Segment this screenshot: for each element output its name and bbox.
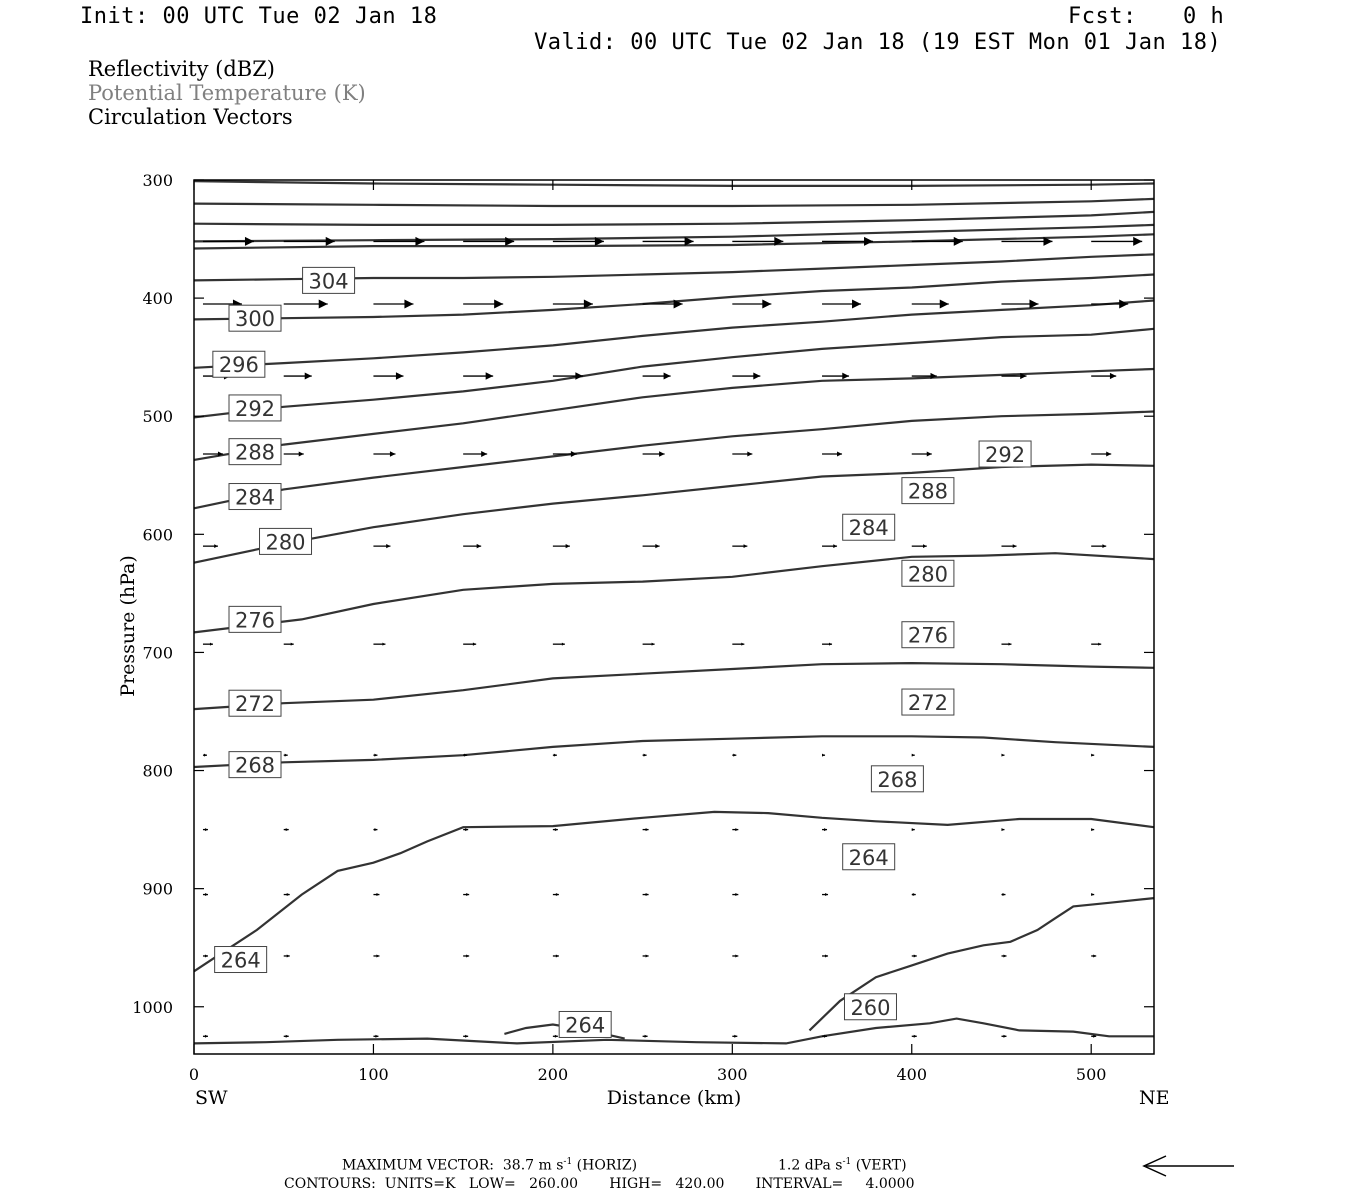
wind-vector xyxy=(203,954,208,957)
wind-vector xyxy=(284,1035,289,1038)
wind-vector xyxy=(463,372,493,380)
contour-label xyxy=(902,689,954,715)
svg-text:292: 292 xyxy=(234,396,276,421)
svg-text:268: 268 xyxy=(877,767,918,792)
y-tick-label: 600 xyxy=(142,525,173,545)
wind-vector xyxy=(822,828,827,831)
x-axis-title: Distance (km) xyxy=(606,1087,742,1109)
contour-lines xyxy=(194,181,1154,1043)
field-circulation-vectors: Circulation Vectors xyxy=(88,105,293,129)
wind-vector xyxy=(912,544,927,548)
svg-text:268: 268 xyxy=(234,753,276,778)
wind-vector xyxy=(1001,544,1016,548)
svg-text:276: 276 xyxy=(234,608,276,633)
wind-vector xyxy=(553,754,557,757)
svg-text:296: 296 xyxy=(218,353,259,378)
vertical-vector-text: 1.2 dPa $s^{-1}$ (VERT) xyxy=(778,1157,907,1174)
svg-text:264: 264 xyxy=(220,948,261,973)
contour-label xyxy=(843,514,895,540)
wind-vector xyxy=(822,954,828,957)
field-potential-temperature: Potential Temperature (K) xyxy=(88,81,366,105)
contour-label xyxy=(902,560,954,586)
wind-vector xyxy=(553,1035,558,1038)
contour-label xyxy=(229,439,281,465)
wind-vector xyxy=(553,893,559,896)
wind-vector xyxy=(1001,1035,1006,1038)
wind-vector xyxy=(463,954,469,957)
wind-vector xyxy=(1091,893,1094,896)
wind-vector xyxy=(284,373,312,380)
x-tick-label: 100 xyxy=(358,1065,389,1084)
contour-label xyxy=(229,606,281,632)
wind-vector xyxy=(822,893,828,896)
wind-vector xyxy=(732,893,738,896)
contour-line xyxy=(194,736,1154,767)
wind-vector xyxy=(284,954,290,957)
wind-vector xyxy=(732,373,760,380)
contour-labels xyxy=(213,267,1031,1037)
wind-vector xyxy=(373,893,379,896)
contour-line xyxy=(194,181,1154,186)
contour-line xyxy=(194,212,1154,225)
svg-text:272: 272 xyxy=(907,691,948,716)
contour-line xyxy=(194,329,1154,418)
x-tick-label: 400 xyxy=(896,1065,928,1084)
wind-vector xyxy=(373,451,395,457)
wind-vector xyxy=(284,237,335,246)
contour-label xyxy=(215,947,267,973)
wind-vector xyxy=(822,237,873,246)
wind-vector xyxy=(1091,300,1128,309)
contour-line xyxy=(194,1019,1154,1044)
svg-text:304: 304 xyxy=(308,269,349,294)
wind-vector xyxy=(912,828,915,831)
wind-vector xyxy=(373,643,385,646)
svg-text:284: 284 xyxy=(848,516,889,541)
contour-label xyxy=(229,690,281,716)
x-tick-label: 200 xyxy=(537,1065,569,1084)
contour-line xyxy=(194,812,1154,971)
wind-vector xyxy=(463,451,487,457)
wind-vector xyxy=(1091,237,1142,246)
wind-vector xyxy=(284,893,290,896)
y-axis xyxy=(132,171,1154,1017)
wind-vector xyxy=(373,237,424,246)
wind-vector xyxy=(553,828,558,831)
wind-vector xyxy=(373,828,377,831)
wind-vector xyxy=(203,754,207,757)
y-tick-label: 800 xyxy=(142,761,173,781)
contour-label xyxy=(843,844,895,870)
contour-label xyxy=(844,994,896,1020)
wind-vector xyxy=(284,828,289,831)
wind-vector xyxy=(822,544,837,548)
contour-label xyxy=(871,766,923,792)
wind-vector xyxy=(912,754,915,757)
wind-vector xyxy=(732,828,738,831)
field-reflectivity: Reflectivity (dBZ) xyxy=(88,57,276,81)
wind-vector xyxy=(1001,893,1005,896)
wind-vector xyxy=(1091,643,1101,646)
svg-text:284: 284 xyxy=(234,485,276,510)
wind-vector xyxy=(912,1035,917,1038)
svg-text:280: 280 xyxy=(907,562,948,587)
wind-vector xyxy=(284,643,294,646)
init-time: Init: 00 UTC Tue 02 Jan 18 xyxy=(80,4,438,29)
wind-vector xyxy=(643,643,655,646)
wind-vector xyxy=(553,544,570,548)
wind-vector xyxy=(643,1035,648,1038)
y-tick-label: 400 xyxy=(142,289,173,309)
wind-vector xyxy=(373,954,379,957)
svg-text:272: 272 xyxy=(234,692,276,717)
wind-vector xyxy=(553,954,559,957)
wind-vector xyxy=(1001,643,1011,646)
wind-vector xyxy=(203,893,208,896)
wind-vector xyxy=(732,452,752,457)
wind-vector xyxy=(284,300,328,309)
wind-vector xyxy=(912,452,932,457)
contour-label xyxy=(303,267,355,293)
wind-vector xyxy=(732,754,736,757)
wind-vector xyxy=(822,300,861,309)
wind-vector xyxy=(284,452,304,457)
y-tick-label: 1000 xyxy=(132,997,173,1017)
svg-text:264: 264 xyxy=(565,1013,606,1038)
wind-vector xyxy=(463,237,514,246)
y-tick-label: 900 xyxy=(142,879,173,899)
wind-vector xyxy=(643,893,649,896)
x-tick-label: 0 xyxy=(188,1065,200,1084)
contour-line xyxy=(194,553,1154,632)
wind-vector xyxy=(822,643,832,646)
contour-label xyxy=(260,528,312,554)
svg-text:280: 280 xyxy=(265,530,306,555)
arrow-icon xyxy=(1144,1156,1234,1176)
wind-vector xyxy=(732,954,738,957)
svg-text:264: 264 xyxy=(848,845,889,870)
wind-vector xyxy=(1001,754,1004,757)
wind-vector xyxy=(373,300,413,309)
wind-vector xyxy=(732,544,747,548)
wind-vector xyxy=(463,1035,468,1038)
wind-vector xyxy=(822,373,849,380)
wind-vector xyxy=(1001,954,1006,957)
wind-vector xyxy=(373,754,377,757)
svg-text:260: 260 xyxy=(850,995,891,1020)
plot-frame xyxy=(194,180,1154,1054)
wind-vector xyxy=(643,828,649,831)
contour-label xyxy=(229,305,281,331)
contour-label xyxy=(229,484,281,510)
circulation-vectors xyxy=(203,237,1142,1038)
wind-vector xyxy=(1091,452,1111,457)
wind-vector xyxy=(912,237,963,246)
wind-vector xyxy=(553,643,565,646)
wind-vector xyxy=(643,954,649,957)
wind-vector xyxy=(463,828,468,831)
contour-label xyxy=(213,351,265,377)
wind-vector xyxy=(463,300,503,309)
wind-vector xyxy=(822,754,825,757)
y-tick-label: 300 xyxy=(142,171,173,190)
wind-vector xyxy=(284,754,288,757)
wind-vector xyxy=(1001,828,1004,831)
contour-label xyxy=(902,478,954,504)
contour-line xyxy=(194,199,1154,206)
fcst-value: 0 h xyxy=(1183,4,1225,29)
wind-vector xyxy=(203,237,254,246)
wind-vector xyxy=(643,451,665,457)
wind-vector xyxy=(203,1035,208,1038)
wind-vector xyxy=(643,373,671,380)
y-tick-label: 700 xyxy=(142,643,173,663)
contour-label xyxy=(229,395,281,421)
svg-text:300: 300 xyxy=(234,307,276,332)
wind-vector xyxy=(912,300,949,309)
wind-vector xyxy=(1091,828,1094,831)
wind-vector xyxy=(912,954,917,957)
svg-text:288: 288 xyxy=(234,440,276,465)
wind-vector xyxy=(203,828,208,831)
contour-label xyxy=(979,441,1031,467)
contour-line xyxy=(194,465,1154,563)
wind-vector xyxy=(373,1035,378,1038)
svg-text:292: 292 xyxy=(985,443,1026,468)
wind-vector xyxy=(732,643,744,646)
wind-vector xyxy=(463,544,481,549)
contour-label xyxy=(902,622,954,648)
wind-vector xyxy=(643,754,647,757)
wind-vector xyxy=(1091,373,1116,379)
wind-vector xyxy=(203,643,213,646)
fcst-label: Fcst: xyxy=(1068,4,1137,29)
wind-vector xyxy=(732,300,771,309)
contours-info: CONTOURS: UNITS=K LOW= 260.00 HIGH= 420.00 INTERVAL= 4.0000 xyxy=(284,1176,915,1192)
max-vector-text: MAXIMUM VECTOR: 38.7 m $s^{-1}$ (HORIZ) xyxy=(342,1157,638,1174)
x-tick-label: 500 xyxy=(1075,1065,1107,1084)
contour-line xyxy=(194,663,1154,709)
svg-text:276: 276 xyxy=(907,623,948,648)
contour-line xyxy=(194,301,1154,368)
wind-vector xyxy=(1091,544,1106,548)
wind-vector xyxy=(732,1035,737,1038)
wind-vector xyxy=(203,544,218,548)
wind-vector xyxy=(373,372,403,380)
wind-vector xyxy=(463,893,469,896)
contour-label xyxy=(559,1011,611,1037)
svg-text:288: 288 xyxy=(907,479,948,504)
wind-vector xyxy=(1091,954,1096,957)
wind-vector xyxy=(912,893,916,896)
wind-vector xyxy=(643,544,660,548)
x-tick-label: 300 xyxy=(717,1065,748,1084)
y-tick-label: 500 xyxy=(142,407,173,427)
valid-time: Valid: 00 UTC Tue 02 Jan 18 (19 EST Mon 01 Jan 18) xyxy=(534,30,1222,55)
contour-label xyxy=(229,752,281,778)
wind-vector xyxy=(373,544,390,548)
wind-vector xyxy=(822,452,842,457)
y-axis-title: Pressure (hPa) xyxy=(117,555,139,697)
wind-vector xyxy=(463,643,476,646)
x-end-right: NE xyxy=(1139,1087,1170,1109)
wind-vector xyxy=(1091,754,1094,757)
x-end-left: SW xyxy=(195,1087,228,1109)
